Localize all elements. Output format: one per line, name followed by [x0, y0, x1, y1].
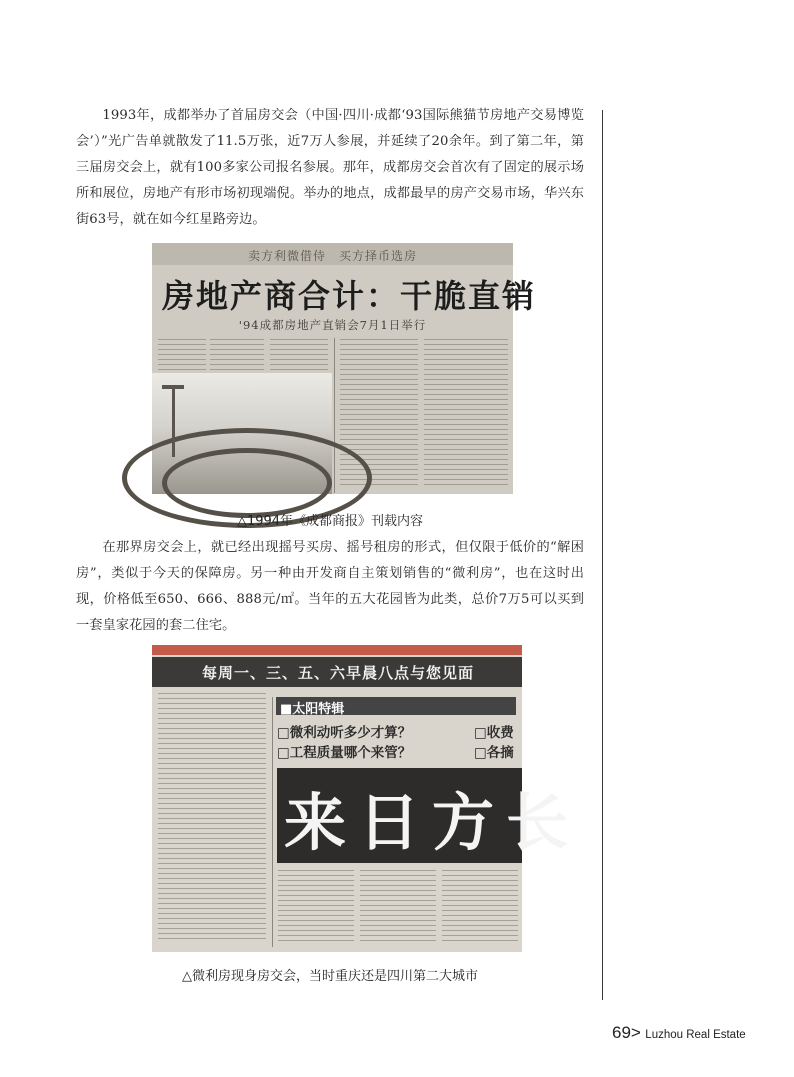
clipping-text-block	[360, 870, 436, 945]
publication-name: Luzhou Real Estate	[645, 1029, 746, 1041]
overpass-ring	[162, 448, 332, 518]
clipping-tag: ■太阳特辑	[280, 702, 345, 717]
clipping-band-text: 每周一、三、五、六早晨八点与您见面	[202, 664, 475, 682]
newspaper-clipping-1994	[152, 243, 537, 494]
clipping-text-block	[278, 870, 354, 945]
clipping-subhead: '94成都房地产直销会7月1日举行	[238, 318, 427, 332]
clipping-question-4: □各摘	[474, 745, 514, 761]
clipping-text-block	[210, 339, 264, 371]
page-number: 69>	[612, 1023, 641, 1042]
paragraph-1: 1993年，成都举办了首届房交会（中国·四川·成都‘93国际熊猫节房地产交易博览会’）”光广告单就散发了11.5万张，近7万人参展，并延续了20余年。到了第二年，第三届房交会上，就有100多家公司报名参展。那年，成都房交会首次有了固定的展示场所和展位，房地产有形市场初现端倪。举办的地点，成都最早的房产交易市场，华兴东街63号，就在如今红星路旁边。	[76, 108, 584, 227]
clipping-text-block	[442, 870, 518, 945]
clipping-headline: 房地产商合计：干脆直销	[162, 277, 537, 315]
clipping-big-headline: 来日方长	[284, 786, 581, 859]
caption-2: △微利房现身房交会，当时重庆还是四川第二大城市	[182, 969, 478, 984]
clipping-question-3: □收费	[474, 725, 514, 741]
clipping-red-bar	[152, 645, 522, 655]
caption-1: △1994年《成都商报》刊载内容	[236, 514, 424, 529]
clipping-question-2: □工程质量哪个来管？	[277, 745, 412, 761]
clipping-text-block	[158, 339, 206, 371]
column-rule	[602, 110, 603, 1000]
newspaper-clipping-weili	[152, 645, 581, 952]
page-footer	[612, 1023, 746, 1043]
lamp-head	[162, 385, 184, 389]
clipping-top-line: 卖方利微借侍 买方择币选房	[247, 249, 417, 263]
paragraph-2: 在那界房交会上，就已经出现摇号买房、摇号租房的形式，但仅限于低价的“解困房”，类似于今天的保障房。另一种由开发商自主策划销售的“微利房”，也在这时出现，价格低至650、666、888元/㎡。当年的五大花园皆为此类，总价7万5可以买到一套皇家花园的套二住宅。	[76, 540, 584, 633]
overpass-photo	[152, 373, 332, 494]
lamp-post	[172, 387, 175, 457]
clipping-text-block	[158, 693, 266, 943]
clipping-text-block	[270, 339, 328, 371]
clipping-question-1: □微利动听多少才算？	[277, 725, 412, 741]
clipping-text-block	[424, 339, 508, 489]
clipping-column-line	[272, 697, 273, 947]
